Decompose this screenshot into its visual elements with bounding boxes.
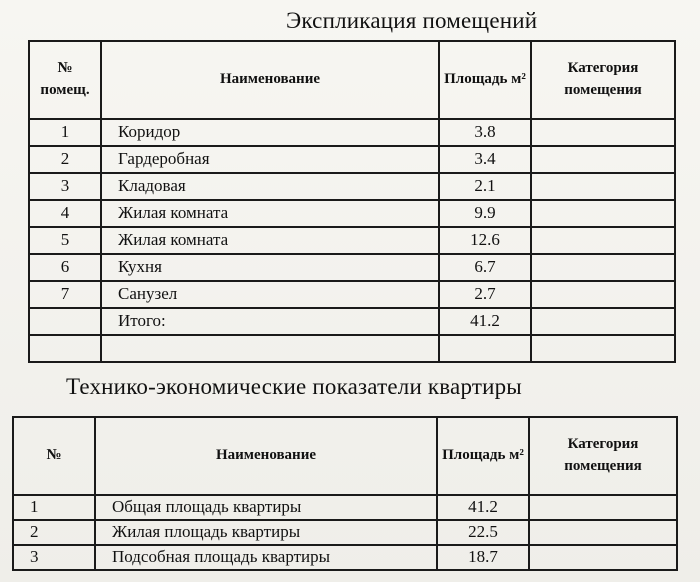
empty-cell <box>29 335 101 362</box>
header-name: Наименование <box>101 41 439 119</box>
cell-name: Гардеробная <box>101 146 439 173</box>
table-row <box>29 227 675 254</box>
table-row <box>29 146 675 173</box>
cell-name: Кухня <box>101 254 439 281</box>
cell-area: 6.7 <box>439 254 531 281</box>
cell-category <box>529 495 677 520</box>
cell-num: 3 <box>29 173 101 200</box>
header-num: № помещ. <box>29 41 101 119</box>
cell-category <box>531 200 675 227</box>
indicators-table <box>12 416 678 571</box>
total-row <box>29 308 675 335</box>
total-area: 41.2 <box>439 308 531 335</box>
header-area: Площадь м² <box>439 41 531 119</box>
header-category: Категория помещения <box>531 41 675 119</box>
cell-num: 6 <box>29 254 101 281</box>
table-row <box>29 200 675 227</box>
table-row <box>29 173 675 200</box>
cell-name: Кладовая <box>101 173 439 200</box>
table-row <box>29 254 675 281</box>
cell-num-empty <box>29 308 101 335</box>
explication-title: Экспликация помещений <box>286 8 538 33</box>
cell-category <box>531 254 675 281</box>
explication-header-row <box>29 41 675 119</box>
cell-name: Коридор <box>101 119 439 146</box>
table-row <box>13 520 677 545</box>
cell-num: 2 <box>13 520 95 545</box>
cell-area: 9.9 <box>439 200 531 227</box>
cell-category <box>531 146 675 173</box>
cell-area: 18.7 <box>437 545 529 570</box>
indicators-title: Технико-экономические показатели квартиры <box>66 374 522 399</box>
table-row <box>29 119 675 146</box>
empty-cell <box>101 335 439 362</box>
cell-name: Общая площадь квартиры <box>95 495 437 520</box>
cell-area: 2.7 <box>439 281 531 308</box>
cell-area: 41.2 <box>437 495 529 520</box>
cell-name: Подсобная площадь квартиры <box>95 545 437 570</box>
cell-num: 2 <box>29 146 101 173</box>
cell-num: 1 <box>13 495 95 520</box>
cell-category <box>529 545 677 570</box>
cell-name: Жилая комната <box>101 227 439 254</box>
table-row <box>29 281 675 308</box>
cell-num: 1 <box>29 119 101 146</box>
header-num: № <box>13 417 95 495</box>
cell-category <box>531 173 675 200</box>
cell-area: 22.5 <box>437 520 529 545</box>
table-row <box>13 495 677 520</box>
indicators-header-row <box>13 417 677 495</box>
header-name: Наименование <box>95 417 437 495</box>
cell-name: Жилая комната <box>101 200 439 227</box>
table-row <box>13 545 677 570</box>
empty-cell <box>439 335 531 362</box>
cell-category-empty <box>531 308 675 335</box>
cell-area: 3.8 <box>439 119 531 146</box>
explication-table <box>28 40 676 363</box>
cell-category <box>531 227 675 254</box>
empty-cell <box>531 335 675 362</box>
cell-num: 3 <box>13 545 95 570</box>
cell-category <box>531 119 675 146</box>
cell-name: Жилая площадь квартиры <box>95 520 437 545</box>
cell-num: 5 <box>29 227 101 254</box>
header-category: Категория помещения <box>529 417 677 495</box>
cell-category <box>531 281 675 308</box>
cell-area: 12.6 <box>439 227 531 254</box>
cell-category <box>529 520 677 545</box>
total-label: Итого: <box>101 308 439 335</box>
cell-num: 7 <box>29 281 101 308</box>
header-area: Площадь м² <box>437 417 529 495</box>
cell-area: 2.1 <box>439 173 531 200</box>
cell-num: 4 <box>29 200 101 227</box>
cell-area: 3.4 <box>439 146 531 173</box>
empty-row <box>29 335 675 362</box>
cell-name: Санузел <box>101 281 439 308</box>
